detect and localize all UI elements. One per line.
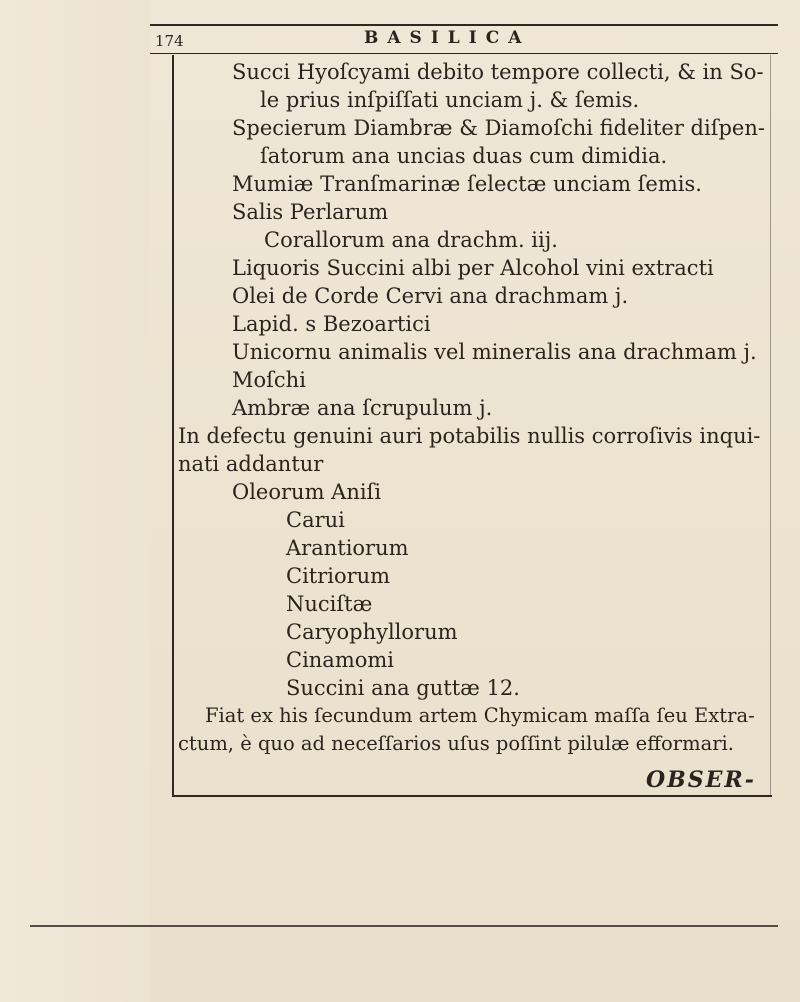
right-rule	[770, 55, 771, 795]
text-line: Nuciſtæ	[286, 592, 373, 616]
page-number: 174	[155, 32, 184, 50]
text-line: Lapid. s Bezoartici	[232, 312, 431, 336]
text-line: Olei de Corde Cervi ana drachmam j.	[232, 284, 629, 308]
text-line: ctum, è quo ad neceſſarios uſus poſſint pilulæ efformari.	[178, 732, 734, 755]
text-line: Oleorum Aniſi	[232, 480, 382, 504]
text-line: ſatorum ana uncias duas cum dimidia.	[260, 144, 668, 168]
text-line: Caryophyllorum	[286, 620, 458, 644]
text-line: Ambræ ana ſcrupulum j.	[232, 396, 493, 420]
text-line: Succini ana guttæ 12.	[286, 676, 520, 700]
text-line: Carui	[286, 508, 345, 532]
text-line: In defectu genuini auri potabilis nullis corroſivis inqui-	[178, 424, 761, 448]
running-title: BASILICA	[364, 28, 531, 48]
text-line: Fiat ex his ſecundum artem Chymicam maſſa ſeu Extra-	[205, 704, 755, 727]
text-line: Salis Perlarum	[232, 200, 389, 224]
text-line: Cinamomi	[286, 648, 395, 672]
top-rule	[150, 24, 778, 26]
page-margin	[0, 0, 150, 1002]
header-rule	[150, 53, 778, 54]
text-line: Liquoris Succini albi per Alcohol vini extracti	[232, 256, 714, 280]
text-line: Succi Hyoſcyami debito tempore collecti, & in So-	[232, 60, 764, 84]
text-line: Arantiorum	[286, 536, 409, 560]
text-line: Specierum Diambræ & Diamoſchi fideliter diſpen-	[232, 116, 765, 140]
text-line: Corallorum ana drachm. iij.	[264, 228, 558, 252]
lower-rule	[30, 925, 778, 927]
bottom-rule	[172, 795, 772, 797]
text-line: nati addantur	[178, 452, 324, 476]
left-rule	[172, 55, 174, 795]
text-line: le prius inſpiſſati unciam j. & ſemis.	[260, 88, 640, 112]
text-line: Mumiæ Tranſmarinæ ſelectæ unciam ſemis.	[232, 172, 702, 196]
text-line: Unicornu animalis vel mineralis ana drachmam j.	[232, 340, 757, 364]
text-line: Citriorum	[286, 564, 391, 588]
text-line: Moſchi	[232, 368, 306, 392]
catchword: OBSER-	[646, 767, 756, 793]
